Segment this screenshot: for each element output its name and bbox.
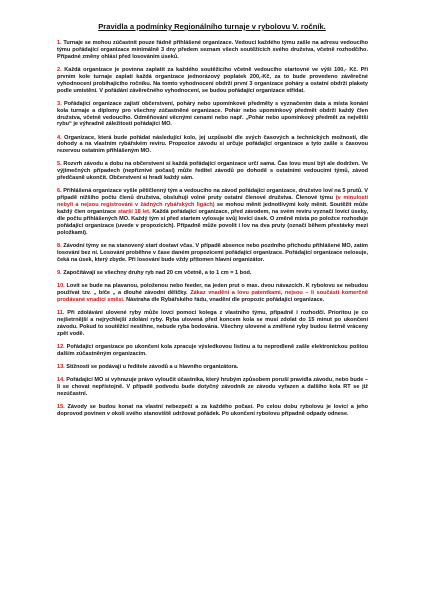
rule-number: 1. [57, 40, 62, 46]
rule-text: Nástraha dle Rybářského řádu, vnadění dle propozic pořádající organizace. [124, 296, 325, 303]
rule-text: se mohou měnit jednotlivými koly měnit. Soutěžit může každý člen organizace [57, 202, 368, 216]
rule-text: Organizace, která bude pořádat následující kolo, jej uzpůsobí dle svých časových a technických možností, dle dohody a na vlastním rybářském revíru. Propozice závodu si určuje pořádající organizace a tyto zašle s časovou rezervou ostatním přihlášeným MO. [57, 134, 368, 155]
rule-text: Stížnosti se podávají u ředitele závodů a u hlavního organizátora. [66, 363, 239, 370]
rule-emphasis: starší 18 let [117, 209, 150, 216]
rule-paragraph [57, 283, 368, 304]
rule-text: Závody se budou konat na vlastní nebezpečí a za každého počasí. Po celou dobu rybolovu je lovící a jeho doprovod povinen v okolí svého stanoviště udržovat pořádek. Po ukončení rybolovu případně odpady odnese. [57, 403, 368, 417]
rule-paragraph [57, 40, 368, 61]
rule-text: Pořádající organizace po ukončení kola zpracuje výsledkovou listinu a tu neprodleně zašle elektronickou poštou dalším zúčastněným organizacím. [57, 343, 368, 357]
rule-text: Při zdolávání ulovené ryby může lovci pomoci kolega z vlastního týmu, případně i rozhodčí. Prioritou je co nejšetrnější a nejrychlejší zdolání ryby. Ryba ulovená před koncem kola se musí zdolat do 15 minut po ukončení závodu. Pokud to soutěžící nestihne, nebude ryba bodována. Všechny ulovené a změřené ryby budou šetrně vráceny zpět vodě. [57, 309, 368, 337]
rule-paragraph [57, 344, 368, 358]
rule-text: Pořádající MO si vyhrazuje právo vyloučit účastníka, který hrubým způsobem poruší pravidla závodu, nebo bude – li se chovat nepřístojně. V případě podvodu bude dotyčný závodník ze závodu vyřazen a dalšího kola RT se již nezúčastní. [57, 376, 368, 397]
rule-paragraph [57, 101, 368, 129]
rule-number: 15. [57, 403, 65, 410]
rule-emphasis: Zákaz vnadění a lovu patentkami, nejsou – li součástí komerčně prodávané vnadicí směsi. [57, 289, 368, 303]
rule-number: 14. [57, 376, 65, 383]
rule-number: 6. [57, 188, 62, 195]
rule-text: Každá organizace je povinna zaplatit za každého soutěžícího včetně vedoucího startovné ve výši 100,- Kč. Při prvním kole turnaje zaplatí každá organizace jednorázový poplatek 200,-Kč, za to bude provedeno závěrečné vyhodnocení probíhajícího ročníku. Na tomto vyhodnocení obdrží první 3 organizace poháry a ostatní obdrží plakety podle umístění. V pořádání závěrečného vyhodnocení, se budou pořádající organizace střídat. [57, 66, 368, 94]
rule-text: Přihlášená organizace vyšle pětičlenný tým a vedoucího na závod pořádající organizace, družstvo loví na 5 prutů. V případě nižšího počtu členů družstva, obsluhují volné pruty ostatní členové družstva. Členové týmu [57, 188, 368, 202]
rule-paragraph [57, 67, 368, 95]
rule-paragraph [57, 188, 368, 236]
rule-number: 12. [57, 343, 65, 350]
rule-paragraph [57, 161, 368, 182]
rule-paragraph [57, 404, 368, 418]
rule-number: 3. [57, 100, 62, 107]
rule-text: Turnaje se mohou zúčastnit pouze řádně přihlášené organizace. Vedoucí každého týmu zašle na adresu vedoucího týmu pořádající organizace minimálně 3 dny předem seznam všech soutěžících svého družstva, včetně rozhodčího. Případné změny ohlásí před losováním úseků. [57, 40, 368, 60]
rule-number: 11. [57, 309, 65, 316]
rule-paragraph [57, 310, 368, 338]
rule-text: Započítávají se všechny druhy ryb nad 20 cm včetně, a to 1 cm = 1 bod. [63, 269, 252, 276]
rule-number: 9. [57, 269, 62, 276]
rule-paragraph [57, 243, 368, 264]
rule-number: 5. [57, 161, 62, 168]
rule-text: Lovit se bude na plavanou, položenou nebo feeder, na jeden prut o max. dvou návazcích. K rybolovu se nebudou používat tzv. „ bíče „ a dlouhé závodní děličky. [57, 282, 369, 296]
rule-number: 10. [57, 282, 65, 289]
document-title: Pravidla a podmínky Regionálního turnaje v rybolovu V. ročník. [98, 22, 326, 31]
rule-text: . Každá pořádající organizace, před závodem, na svém revíru vyznačí lovící úseky, dle počtu přihlášených MO. Každý tým si před startem vylosuje svůj lovící úsek. O změně místa po položce rozhoduje pořádající organizace (uvede v propozicích). Případně může povolit i lov na dva pruty (označí během přestávky mezi položkami). [57, 209, 368, 236]
rule-text: Závodní týmy se na stanovený start dostaví včas. V případě absence nebo pozdního příchodu přihlášené MO, zatím losování bez ní. Losování proběhne v čase daném propozicemi pořádající organizace. Pořádající organizace nelosuje, čeká na úsek, který zbyde. Při losování bude vždy přítomen hlavní organizátor. [57, 242, 368, 263]
rule-paragraph [57, 364, 368, 371]
rule-number: 2. [57, 66, 62, 73]
rules-list [57, 40, 368, 424]
rule-number: 13. [57, 363, 65, 370]
rule-text: Rozvrh závodu a dobu na občerstvení si každá pořádající organizace určí sama. Čas lovu musí být ale dodržen. Ve výjimečných případech (nepříznivé počasí) může ředitel závodů po dohodě s ostatními vedoucími týmů, závod předčasně ukončit. Občerstvení si hradí každý sám. [57, 161, 368, 182]
rule-paragraph [57, 270, 368, 277]
rule-paragraph [57, 135, 368, 156]
rule-emphasis: (v minulosti nebyli a nejsou registrováni v žádných rybářských ligách) [57, 195, 368, 209]
rule-number: 4. [57, 134, 62, 141]
rule-paragraph [57, 377, 368, 398]
rule-text: Pořádající organizace zajistí občerstvení, poháry nebo upomínkové předměty s vyznačením data a místa konání kola turnaje a diplomy pro všechny zúčastněné organizace. Pohár nebo upomínkový předmět obdrží každý člen družstva, včetně vedoucího. Odměňování věcnými cenami nebo např. „Pohár nebo upomínkový předmět za největší rybu“ je výhradně záležitostí pořádající MO. [57, 100, 369, 128]
rule-number: 8. [57, 242, 62, 249]
